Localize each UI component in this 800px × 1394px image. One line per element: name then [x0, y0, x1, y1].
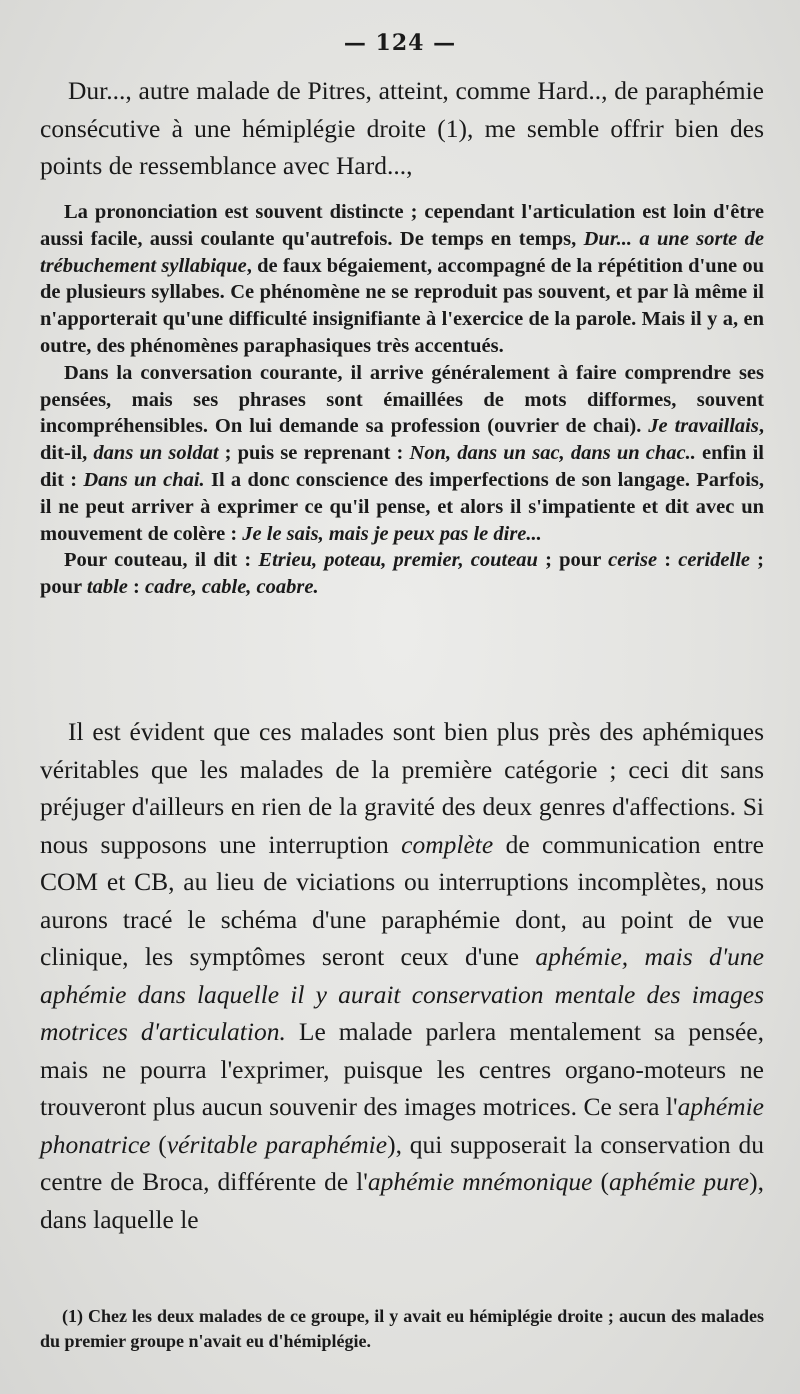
quote-text: enfin il dit :	[40, 442, 764, 491]
intro-text: Dur..., autre malade de Pitres, atteint, comme Hard.., de paraphémie consécutive à une hémiplégie droite (1), me semble offrir bien des points de ressemblance avec Hard...,	[40, 76, 764, 180]
footnote	[40, 1304, 764, 1354]
main-text-run: Il est évident que ces malades sont bien plus près des aphémiques véritables que les malades de la première catégorie ; ceci dit sans préjuger d'ailleurs en rien de la gravité des deux genres d'affections. Si nous supposons une interruption	[40, 717, 764, 859]
quote-text: ; pour	[537, 549, 609, 572]
main-text-run: ), dans laquelle le	[40, 1167, 764, 1234]
quote-italic: Non, dans un sac, dans un chac..	[409, 442, 696, 465]
quote-text: :	[657, 549, 679, 572]
main-text-run: ), qui supposerait la conservation du centre de Broca, différente de l'	[40, 1129, 764, 1196]
quote-text: :	[127, 576, 145, 599]
main-text-run: de communication entre COM et CB, au lieu de viciations ou interruptions incomplètes, nous aurons tracé le schéma d'une paraphémie dont, au point de vue clinique, les symptômes seront ceux d'une	[40, 829, 764, 971]
quote-paragraph-1	[40, 199, 764, 360]
main-italic: complète	[401, 829, 494, 859]
main-text-run: Le malade parlera mentalement sa pensée, mais ne pourra l'exprimer, puisque les centres organo-moteurs ne trouveront plus aucun souvenir des images motrices. Ce sera l'	[40, 1017, 764, 1121]
quote-italic: table	[86, 576, 128, 599]
quote-text: , de faux bégaiement, accompagné de la répétition d'une ou de plusieurs syllabes. Ce phénomène ne se reproduit pas souvent, et par là même il n'apporterait qu'une difficulté insignifiante à l'exercice de la parole. Mais il y a, en outre, des phénomènes paraphasiques très accentués.	[40, 254, 765, 357]
quote-italic: ceridelle	[678, 549, 750, 572]
quote-text: ; puis se reprenant :	[218, 442, 410, 465]
main-text	[40, 713, 764, 1238]
quote-text: Il a donc conscience des imperfections de son langage. Parfois, il ne peut arriver à exprimer ce qu'il pense, et alors il s'impatiente et dit avec un mouvement de colère :	[40, 468, 765, 545]
quote-text: La prononciation est souvent distincte ; cependant l'articulation est loin d'être aussi facile, aussi coulante qu'autrefois. De temps en temps,	[40, 201, 764, 250]
quote-text: Dans la conversation courante, il arrive généralement à faire comprendre ses pensées, mais ses phrases sont émaillées de mots difformes, souvent incompréhensibles. On lui demande sa profession (ouvrier de chai).	[40, 361, 764, 438]
quote-paragraph-3	[40, 547, 764, 601]
quote-italic: cerise	[608, 549, 658, 572]
footnote-text: (1) Chez les deux malades de ce groupe, il y avait eu hémiplégie droite ; aucun des malades du premier groupe n'avait eu d'hémiplégie.	[40, 1306, 764, 1351]
main-text-run: (	[592, 1167, 609, 1196]
quote-italic: Je le sais, mais je peux pas le dire...	[242, 522, 542, 545]
quote-text: ; pour	[40, 549, 765, 599]
main-italic: aphémie, mais d'une aphémie dans laquelle il y aurait conservation mentale des images motrices d'articulation.	[40, 942, 764, 1046]
quote-text: Pour couteau, il dit :	[64, 549, 259, 572]
main-text-run: (	[150, 1129, 167, 1159]
quote-italic: cadre, cable, coabre.	[144, 576, 319, 599]
page-number: — 124 —	[343, 30, 457, 56]
quote-text: , dit-il,	[40, 415, 764, 465]
quote-italic: Dur... a une sorte de trébuchement syllabique	[40, 227, 764, 277]
main-italic: aphémie mnémonique	[367, 1167, 593, 1196]
quote-italic: Dans un chai.	[83, 468, 205, 491]
quote-italic: Etrieu, poteau, premier, couteau	[258, 549, 538, 572]
main-italic: véritable paraphémie	[166, 1129, 388, 1159]
intro-paragraph	[40, 72, 764, 185]
quote-italic: Je travaillais	[648, 415, 759, 438]
quote-italic: dans un soldat	[93, 442, 219, 465]
main-italic: aphémie pure	[608, 1167, 750, 1196]
main-italic: aphémie phonatrice	[40, 1092, 764, 1159]
quote-paragraph-2	[40, 360, 764, 548]
clinical-quote	[40, 199, 764, 601]
main-paragraph	[40, 713, 764, 1238]
